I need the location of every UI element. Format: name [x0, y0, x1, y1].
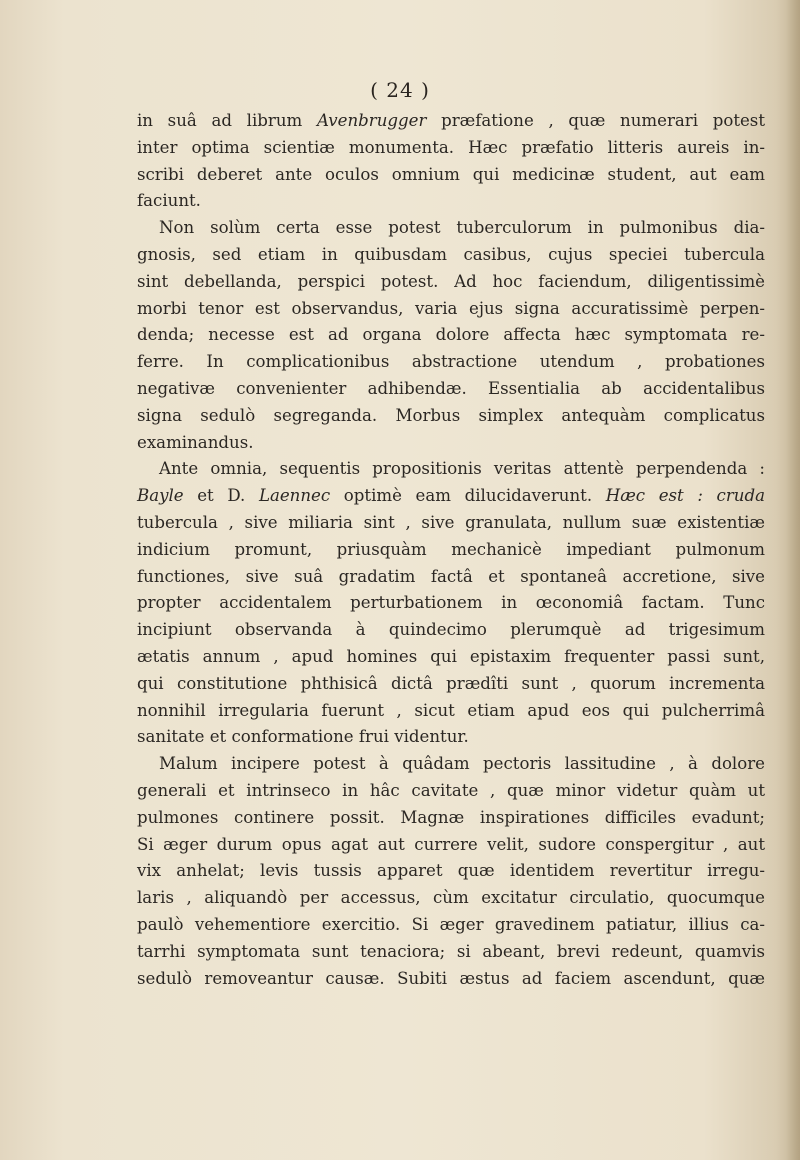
text-segment: examinandus.	[137, 432, 254, 452]
text-segment: generali et intrinseco in hâc cavitate , quæ minor videtur quàm ut	[137, 780, 765, 800]
text-segment: inter optima scientiæ monumenta. Hæc præfatio litteris aureis in-	[137, 137, 765, 157]
text-segment: denda; necesse est ad organa dolore affecta hæc symptomata re-	[137, 325, 765, 345]
text-segment: Ante omnia, sequentis propositionis veritas attentè perpendenda :	[159, 459, 765, 479]
text-line	[137, 135, 765, 162]
text-segment: incipiunt observanda à quindecimo plerumquè ad trigesimum	[137, 620, 765, 640]
text-segment: scribi deberet ante oculos omnium qui medicinæ student, aut eam	[137, 164, 765, 184]
text-line	[137, 671, 765, 698]
text-segment: vix anhelat; levis tussis apparet quæ identidem revertitur irregu-	[137, 861, 765, 881]
text-line	[137, 564, 765, 591]
text-segment: faciunt.	[137, 191, 201, 211]
text-line	[137, 724, 765, 751]
page-number: ( 24 )	[370, 78, 430, 102]
text-line	[137, 483, 765, 510]
text-line	[137, 188, 765, 215]
text-line	[137, 108, 765, 135]
text-segment: indicium promunt, priusquàm mechanicè impediant pulmonum	[137, 539, 765, 559]
text-segment: nonnihil irregularia fuerunt , sicut etiam apud eos qui pulcherrimâ	[137, 700, 765, 720]
italic-text: Hæc est : cruda	[605, 486, 765, 506]
text-line	[137, 537, 765, 564]
italic-text: Bayle	[137, 486, 184, 506]
text-segment: ferre. In complicationibus abstractione utendum , probationes	[137, 352, 765, 372]
text-line	[137, 912, 765, 939]
text-line	[137, 349, 765, 376]
text-segment: qui constitutione phthisicâ dictâ prædîti sunt , quorum incrementa	[137, 673, 765, 693]
text-line	[137, 456, 765, 483]
text-segment: et D.	[183, 486, 259, 506]
text-line	[137, 885, 765, 912]
text-line	[137, 778, 765, 805]
text-line	[137, 939, 765, 966]
text-line	[137, 403, 765, 430]
text-segment: optimè eam dilucidaverunt.	[330, 486, 606, 506]
text-segment: functiones, sive suâ gradatim factâ et spontaneâ accretione, sive	[137, 566, 765, 586]
italic-text: Avenbrugger	[316, 111, 427, 130]
text-line	[137, 269, 765, 296]
text-line	[137, 858, 765, 885]
text-line	[137, 751, 765, 778]
text-segment: paulò vehementiore exercitio. Si æger gravedinem patiatur, illius ca-	[137, 914, 765, 934]
text-line	[137, 162, 765, 189]
text-segment: gnosis, sed etiam in quibusdam casibus, cujus speciei tubercula	[137, 244, 765, 264]
text-segment: pulmones continere possit. Magnæ inspirationes difficiles evadunt;	[137, 807, 765, 827]
text-line	[137, 510, 765, 537]
text-segment: laris , aliquandò per accessus, cùm excitatur circulatio, quocumque	[137, 888, 765, 908]
text-segment: præfatione , quæ numerari potest	[426, 111, 765, 130]
text-segment: negativæ convenienter adhibendæ. Essentialia ab accidentalibus	[137, 378, 765, 398]
text-line	[137, 698, 765, 725]
text-line	[137, 322, 765, 349]
text-line	[137, 430, 765, 457]
text-line	[137, 590, 765, 617]
text-segment: Malum incipere potest à quâdam pectoris lassitudine , à dolore	[159, 754, 765, 774]
text-segment: in suâ ad librum	[137, 111, 317, 130]
text-segment: Non solùm certa esse potest tuberculorum in pulmonibus dia-	[159, 218, 765, 238]
text-line	[137, 215, 765, 242]
text-segment: propter accidentalem perturbationem in œconomiâ factam. Tunc	[137, 593, 765, 613]
text-line	[137, 805, 765, 832]
text-segment: morbi tenor est observandus, varia ejus signa accuratissimè perpen-	[137, 298, 765, 318]
text-line	[137, 242, 765, 269]
text-segment: tubercula , sive miliaria sint , sive granulata, nullum suæ existentiæ	[137, 512, 765, 532]
text-segment: Si æger durum opus agat aut currere velit, sudore conspergitur , aut	[137, 834, 765, 854]
text-segment: sint debellanda, perspici potest. Ad hoc faciendum, diligentissimè	[137, 271, 765, 291]
text-segment: tarrhi symptomata sunt tenaciora; si abeant, brevi redeunt, quamvis	[137, 941, 765, 961]
body-text	[137, 108, 765, 992]
italic-text: Laennec	[258, 486, 331, 506]
text-segment: ætatis annum , apud homines qui epistaxim frequenter passi sunt,	[137, 646, 765, 666]
text-line	[137, 832, 765, 859]
text-segment: sedulò removeantur causæ. Subiti æstus ad faciem ascendunt, quæ	[137, 968, 765, 988]
text-line	[137, 644, 765, 671]
text-line	[137, 617, 765, 644]
text-line	[137, 296, 765, 323]
text-segment: signa sedulò segreganda. Morbus simplex antequàm complicatus	[137, 405, 765, 425]
text-line	[137, 376, 765, 403]
text-segment: sanitate et conformatione frui videntur.	[137, 727, 469, 747]
text-line	[137, 966, 765, 993]
